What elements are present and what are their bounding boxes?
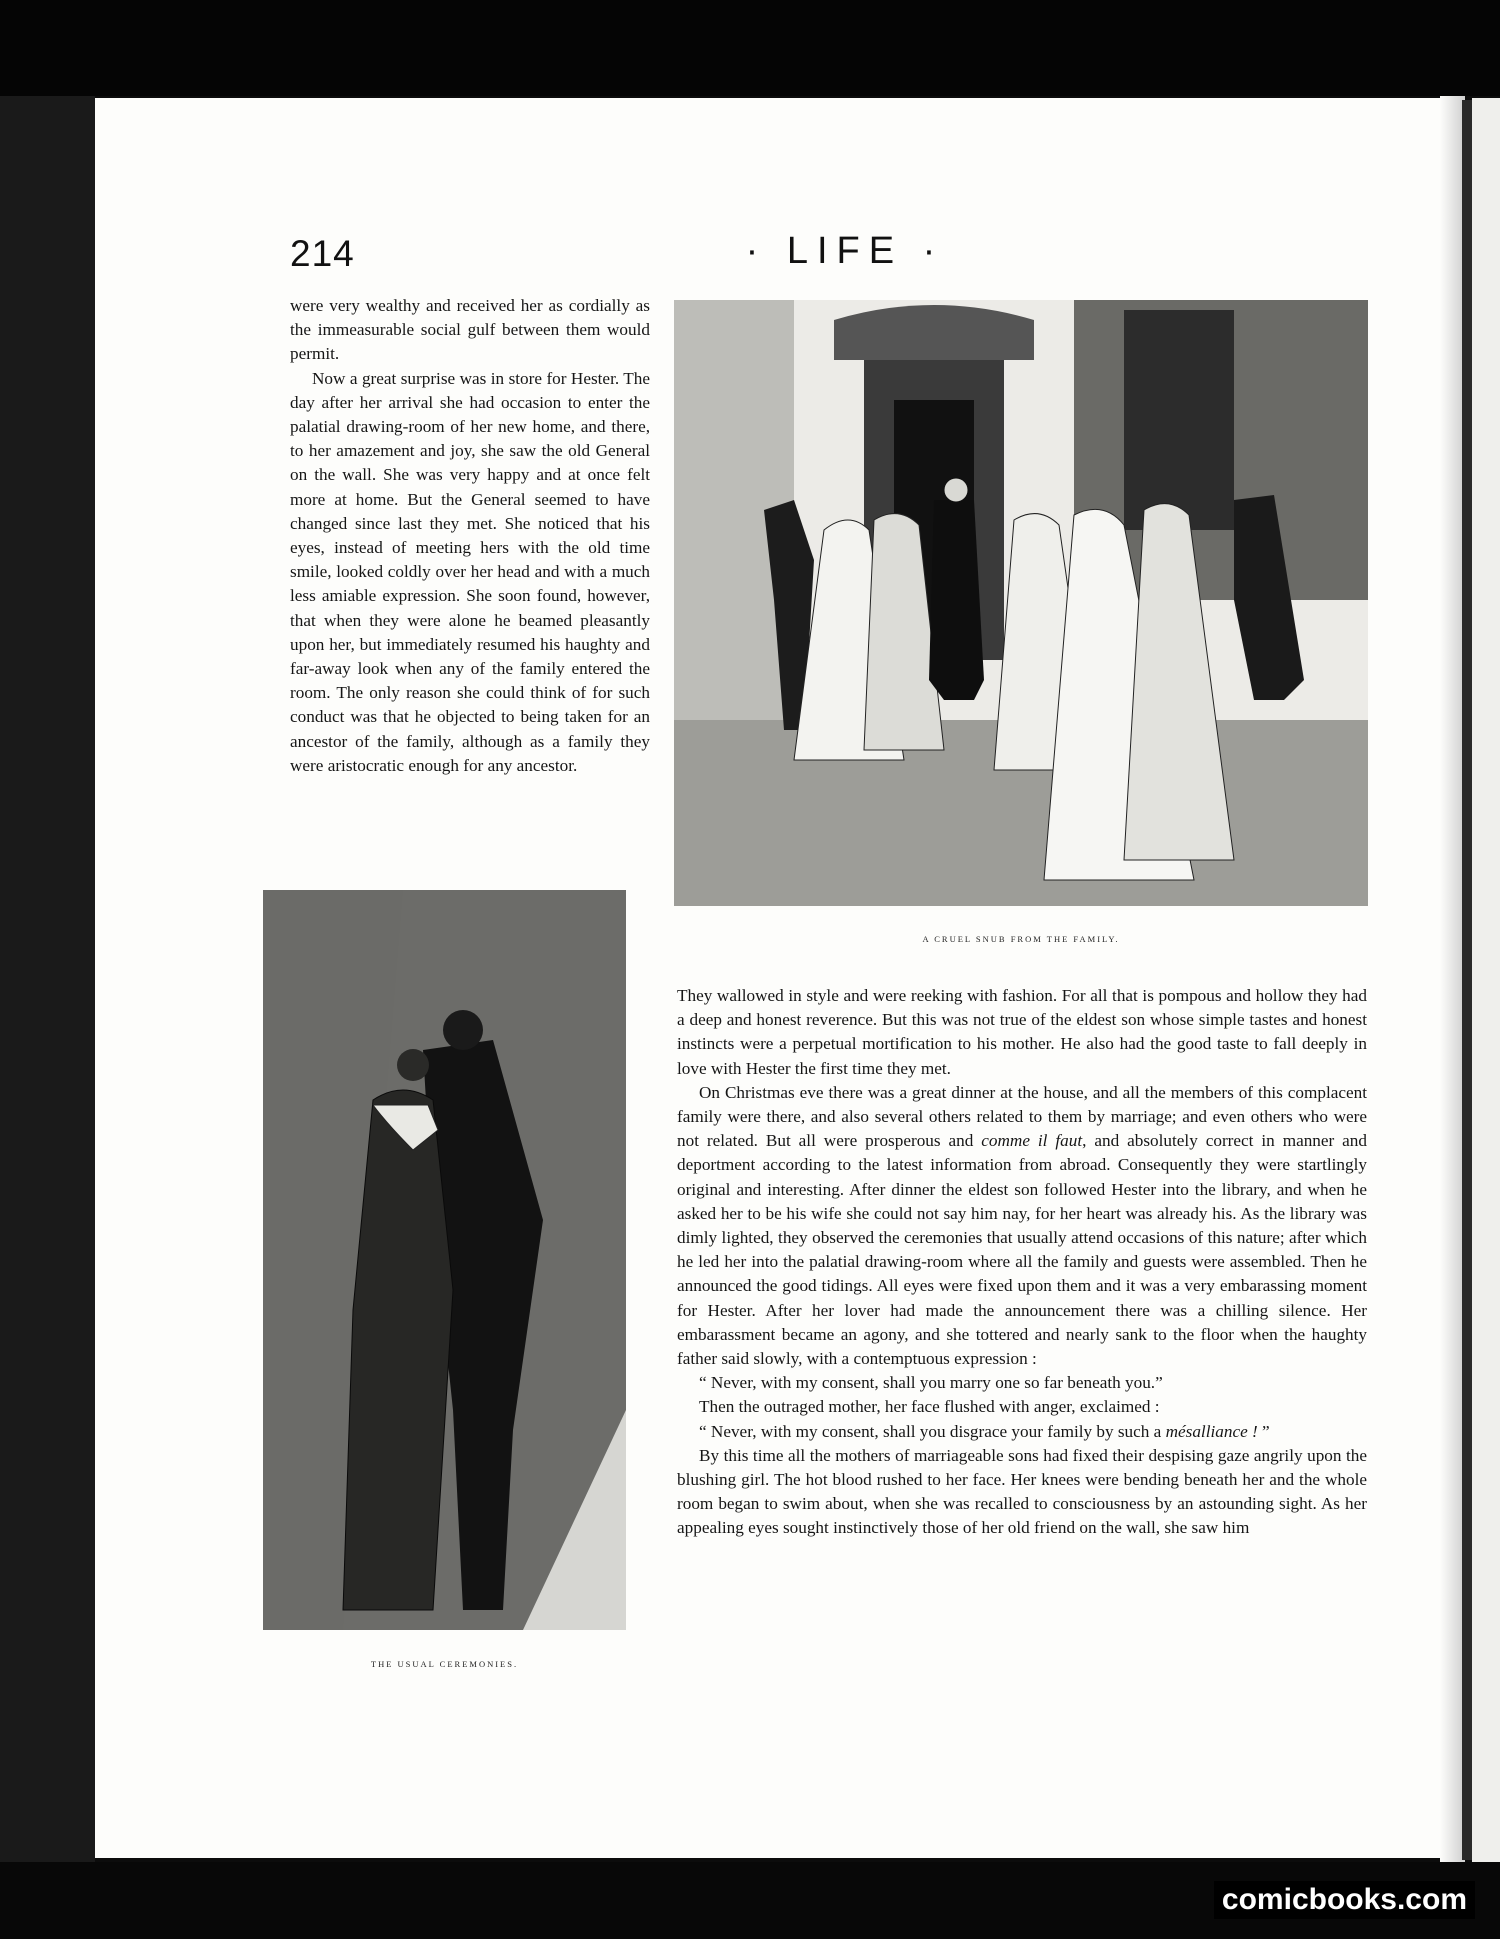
- embracing-couple-drawing: [263, 890, 626, 1630]
- left-text-column: [290, 294, 650, 778]
- masthead-title: · LIFE ·: [745, 230, 945, 272]
- right-paragraph-2: [677, 1081, 1367, 1371]
- scan-border-left: [0, 96, 95, 1896]
- paragraph-5-start: “ Never, with my consent, shall you disgrace your family by such a: [699, 1421, 1166, 1441]
- right-paragraph-5: [677, 1420, 1367, 1444]
- right-paragraph-1: They wallowed in style and were reeking with fashion. For all that is pompous and hollow they had a deep and honest reverence. But this was not true of the eldest son whose simple tastes and honest instincts were a perpetual mortification to his mother. He also had the good taste to fall deeply in love with Hester the first time they met.: [677, 986, 1367, 1078]
- page-number: 214: [290, 233, 355, 274]
- right-text-column: [677, 984, 1367, 1541]
- ballroom-scene-drawing: [674, 300, 1368, 906]
- right-paragraph-6: By this time all the mothers of marriageable sons had fixed their despising gaze angrily upon the blushing girl. The hot blood rushed to her face. Her knees were bending beneath her and the whole room began to swim about, when she was recalled to consciousness by an astounding sight. As her appealing eyes sought instinctively those of her old friend on the wall, she saw him: [677, 1445, 1367, 1538]
- paragraph-5-end: ”: [1257, 1421, 1270, 1441]
- illustration-usual-ceremonies: [263, 890, 626, 1630]
- site-watermark: comicbooks.com: [1214, 1881, 1475, 1919]
- right-paragraph-3: “ Never, with my consent, shall you marry one so far beneath you.”: [699, 1373, 1163, 1393]
- right-paragraph-4: Then the outraged mother, her face flushed with anger, exclaimed :: [699, 1397, 1160, 1417]
- italic-mesalliance: mésalliance !: [1165, 1421, 1258, 1441]
- scan-border-top: [0, 0, 1500, 96]
- illustration-cruel-snub: [674, 300, 1368, 906]
- left-paragraph-1: were very wealthy and received her as cordially as the immeasurable social gulf between them would permit.: [290, 296, 650, 364]
- caption-cruel-snub: A CRUEL SNUB FROM THE FAMILY.: [922, 934, 1120, 944]
- caption-usual-ceremonies: THE USUAL CEREMONIES.: [370, 1659, 519, 1669]
- italic-comme-il-faut: comme il faut: [981, 1131, 1083, 1151]
- paragraph-2-start: On Christmas eve there was a great dinner at the house, and all the members of this complacent family were there, and also several others related to them by marriage; and even others who were not related. But all were prosperous and: [677, 1082, 1367, 1151]
- paragraph-2-end: , and absolutely correct in manner and deportment according to the latest information from abroad. Consequently they were startlingly original and interesting. After dinner the eldest son followed Hester into the library, and when he asked her to be his wife she could not say him nay, for her heart was already his. As the library was dimly lighted, they observed the ceremonies that usually attend occasions of this nature; after which he led her into the palatial drawing-room where all the family and guests were assembled. Then he announced the good tidings. All eyes were fixed upon them and it was a very embarassing moment for Hester. After her lover had made the announcement there was a chilling silence. Her embarassment became an agony, and she tottered and nearly sank to the floor when the haughty father said slowly, with a contemptuous expression :: [677, 1131, 1367, 1369]
- next-page-edge: [1472, 98, 1500, 1868]
- left-paragraph-2: Now a great surprise was in store for Hester. The day after her arrival she had occasion to enter the palatial drawing-room of her new home, and there, to her amazement and joy, she saw the old General on the wall. She was very happy and at once felt more at home. But the General seemed to have changed since last they met. She noticed that his eyes, instead of meeting hers with the old time smile, looked coldly over her head and with a much less amiable expression. She soon found, however, that when they were alone he beamed pleasantly upon her, but immediately resumed his haughty and far-away look when any of the family entered the room. The only reason she could think of for such conduct was that he objected to being taken for an ancestor of the family, although as a family they were aristocratic enough for any ancestor.: [290, 368, 650, 775]
- book-spine: [1462, 100, 1472, 1860]
